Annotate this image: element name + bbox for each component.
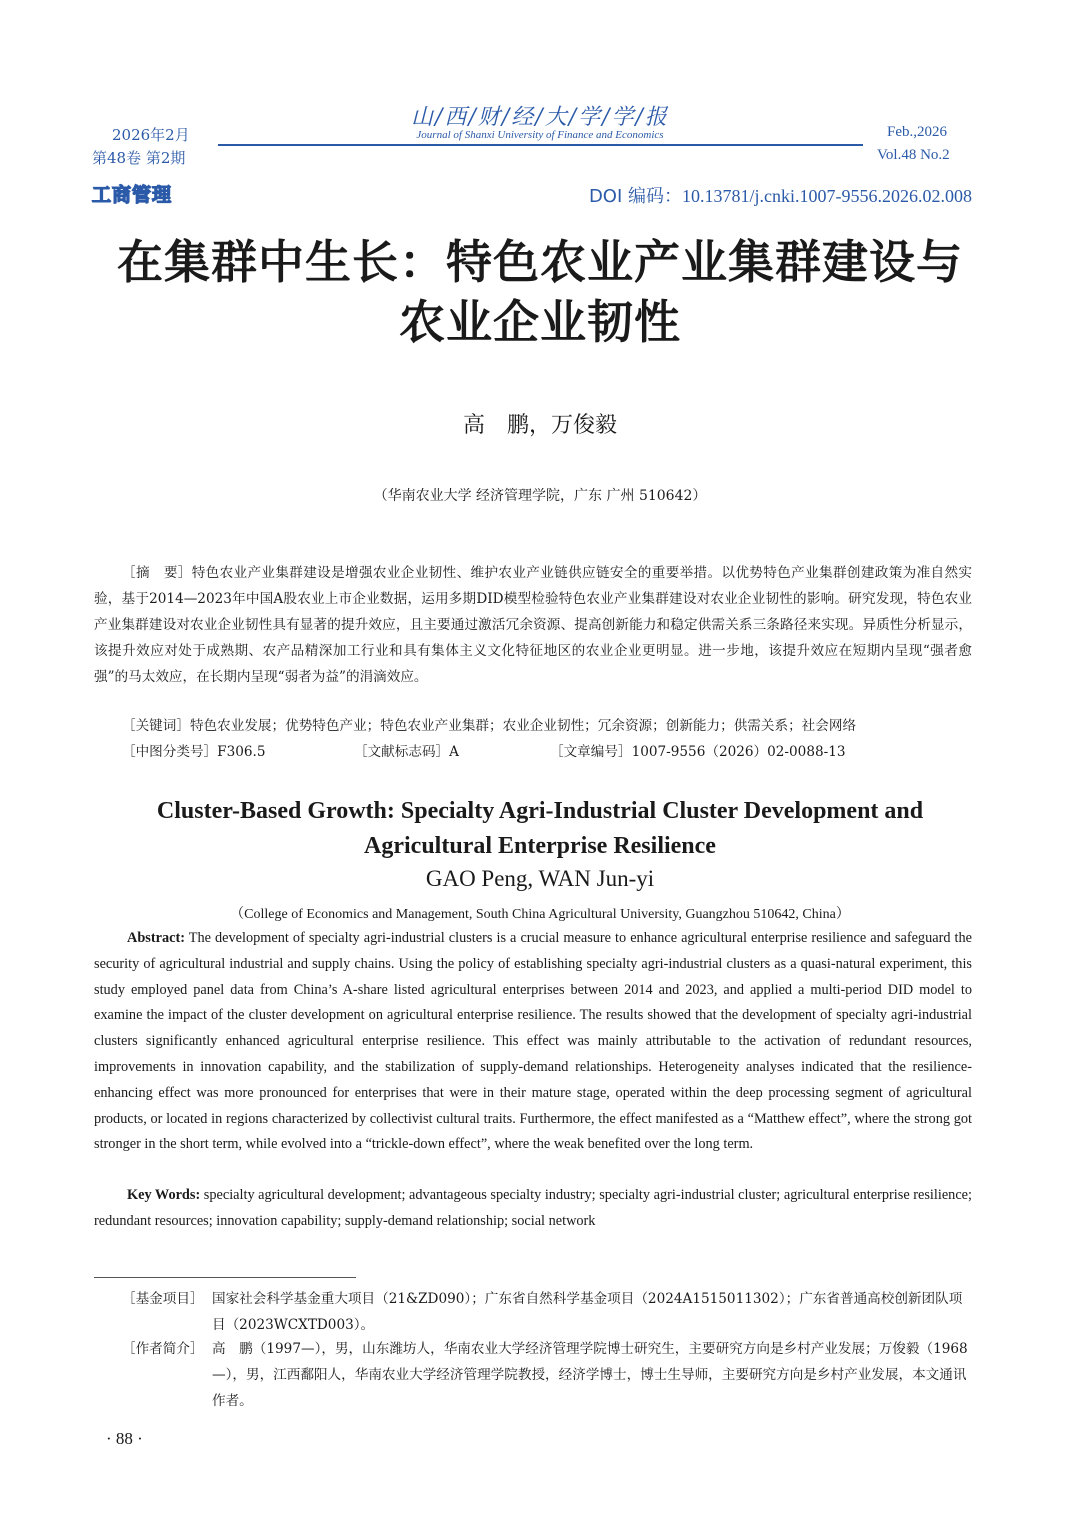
classification-row <box>122 739 972 765</box>
funding-label: ［基金项目］ <box>122 1291 204 1307</box>
clc-label: ［中图分类号］ <box>122 744 218 760</box>
abstract-cn-label: ［摘 要］ <box>122 565 192 581</box>
document-code-value: A <box>449 744 459 760</box>
page-number: · 88 · <box>106 1429 143 1448</box>
abstract-en-label: Abstract: <box>127 930 185 946</box>
author-bio <box>122 1336 972 1414</box>
abstract-en-text: The development of specialty agri-industrial clusters is a crucial measure to enhance agricultural enterprise resilience and safeguard the security of agricultural industrial and supply chains. Using the policy of establishing specialty agri-industrial clusters as a quasi-natural experiment, this study employed panel data from China’s A-share listed agricultural enterprises between 2014 and 2023, and applied a multi-period DID model to examine the impact of the cluster development on agricultural enterprise resilience. The results showed that the development of specialty agri-industrial clusters significantly enhanced agricultural enterprise resilience. This effect was mainly attributable to the activation of redundant resources, improvements in innovation capability, and the stabilization of supply-demand relationships. Heterogeneity analyses indicated that the resilience-enhancing effect was more pronounced for enterprises that were in their mature stage, operated within the deep processing segment of agricultural products, or located in regions characterized by collectivist cultural traits. Furthermore, the effect manifested as a “Matthew effect”, where the strong got stronger in the short term, while evolved into a “trickle-down effect”, where the weak benefited over the long term. <box>94 930 972 1153</box>
affiliation-cn: （华南农业大学 经济管理学院，广东 广州 510642） <box>373 488 707 504</box>
title-cn-line-1: 在集群中生长：特色农业产业集群建设与 <box>117 235 963 289</box>
funding-note <box>122 1286 972 1338</box>
keywords-en-label: Key Words: <box>127 1187 201 1203</box>
author-bio-text: 高 鹏（1997—），男，山东潍坊人，华南农业大学经济管理学院博士研究生，主要研究方向是乡村产业发展；万俊毅（1968—），男，江西鄱阳人，华南农业大学经济管理学院教授，经济学博士，博士生导师，主要研究方向是乡村产业发展，本文通讯作者。 <box>212 1341 968 1409</box>
header-rule <box>218 144 863 146</box>
journal-title-en: Journal of Shanxi University of Finance and Economics <box>416 129 664 141</box>
funding-text: 国家社会科学基金重大项目（21&ZD090）；广东省自然科学基金项目（2024A1515011302）；广东省普通高校创新团队项目（2023WCXTD003）。 <box>212 1291 963 1333</box>
title-en-line-2: Agricultural Enterprise Resilience <box>364 833 716 859</box>
doi-value[interactable]: 10.13781/j.cnki.1007-9556.2026.02.008 <box>682 186 972 206</box>
clc <box>122 739 266 765</box>
paper-title-en <box>0 794 1080 864</box>
keywords-cn <box>122 713 972 739</box>
clc-value: F306.5 <box>217 744 266 760</box>
doi <box>589 182 972 208</box>
document-code <box>354 739 459 765</box>
issue-date-cn: 2026年2月 <box>112 126 190 144</box>
doi-label: DOI 编码： <box>588 186 682 207</box>
keywords-en <box>94 1183 972 1235</box>
title-en-line-1: Cluster-Based Growth: Specialty Agri-Industrial Cluster Development and <box>156 798 924 824</box>
abstract-cn <box>94 560 972 690</box>
paper-title-cn <box>0 232 1080 352</box>
article-number-label: ［文章编号］ <box>550 744 632 760</box>
volume-en: Vol.48 No.2 <box>877 147 950 163</box>
authors-cn: 高 鹏，万俊毅 <box>462 413 617 438</box>
journal-title-cn: 山/西/财/经/大/学/学/报 <box>411 105 669 130</box>
article-number-value: 1007-9556（2026）02-0088-13 <box>631 744 846 760</box>
abstract-cn-text: 特色农业产业集群建设是增强农业企业韧性、维护农业产业链供应链安全的重要举措。以优势特色产业集群创建政策为准自然实验，基于2014—2023年中国A股农业上市企业数据，运用多期DID模型检验特色农业产业集群建设对农业企业韧性的影响。研究发现，特色农业产业集群建设对农业企业韧性具有显著的提升效应，且主要通过激活冗余资源、提高创新能力和稳定供需关系三条路径来实现。异质性分析显示，该提升效应对处于成熟期、农产品精深加工行业和具有集体主义文化特征地区的农业企业更明显。进一步地，该提升效应在短期内呈现“强者愈强”的马太效应，在长期内呈现“弱者为益”的涓滴效应。 <box>94 565 972 685</box>
abstract-en <box>94 926 972 1158</box>
title-cn-line-2: 农业企业韧性 <box>399 295 681 349</box>
keywords-cn-text: 特色农业发展；优势特色产业；特色农业产业集群；农业企业韧性；冗余资源；创新能力；供需关系；社会网络 <box>189 718 857 734</box>
volume-cn: 第48卷 第2期 <box>92 149 186 167</box>
keywords-en-text: specialty agricultural development; advantageous specialty industry; specialty agri-industrial cluster; agricultural enterprise resilience; redundant resources; innovation capability; supply-demand relationship; social network <box>94 1187 972 1229</box>
issue-date-en: Feb.,2026 <box>887 124 947 140</box>
author-bio-label: ［作者简介］ <box>122 1341 204 1357</box>
authors-en: GAO Peng, WAN Jun-yi <box>425 866 655 891</box>
section-label: 工商管理 <box>92 184 173 206</box>
document-code-label: ［文献标志码］ <box>354 744 450 760</box>
keywords-cn-label: ［关键词］ <box>122 718 190 734</box>
article-number <box>550 739 846 765</box>
footnote-rule <box>94 1277 356 1278</box>
affiliation-en: （College of Economics and Management, South China Agricultural University, Guangzhou 510642, China） <box>230 907 850 922</box>
